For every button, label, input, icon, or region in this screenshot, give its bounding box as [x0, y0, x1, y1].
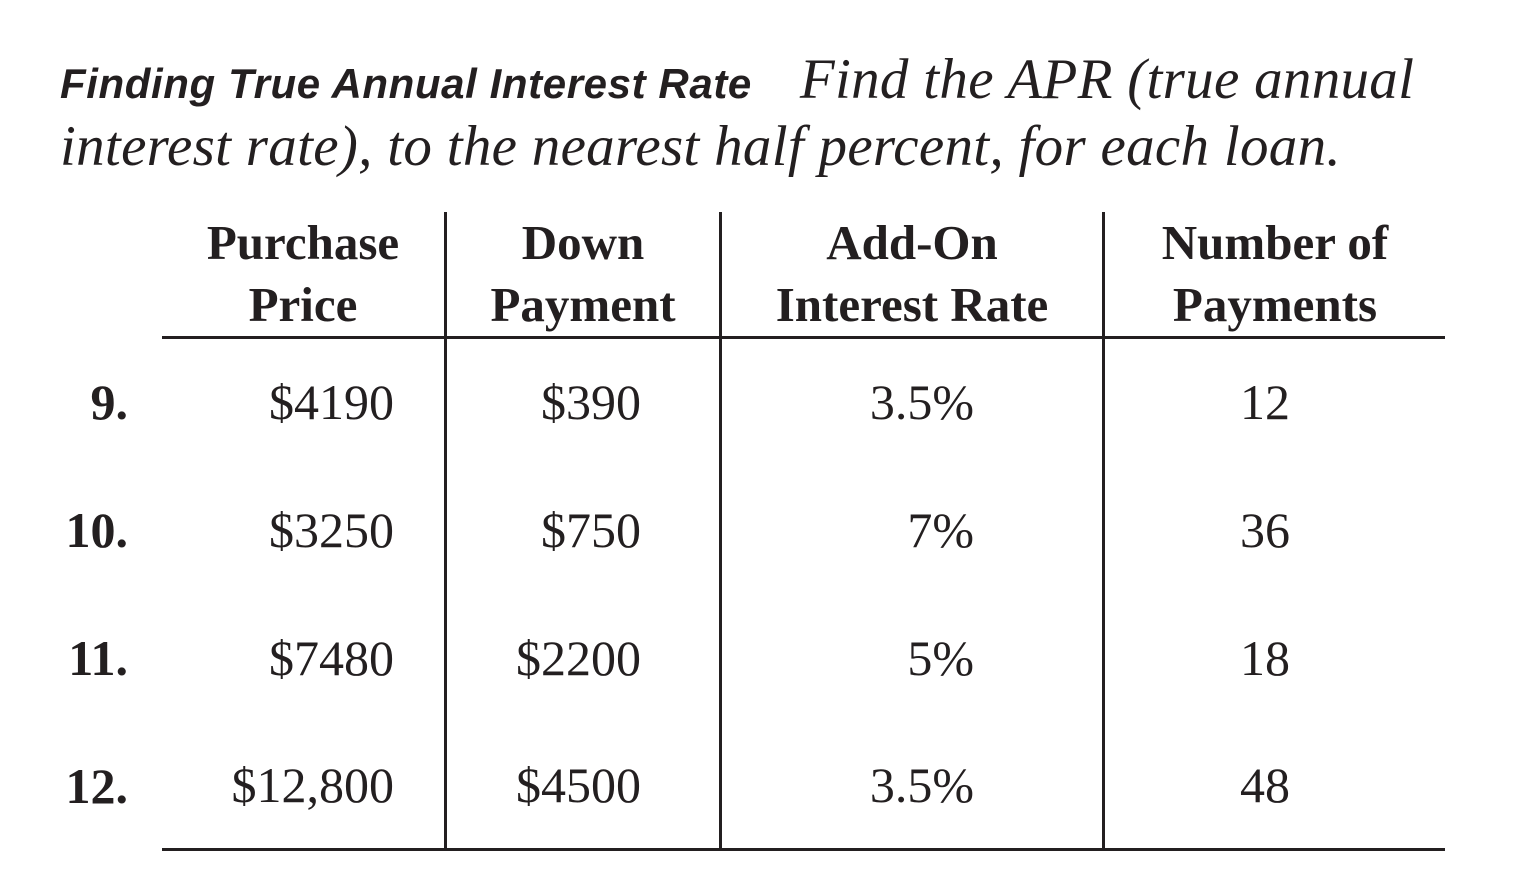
down-payment-cell: $2200 [446, 594, 721, 722]
num-payments-cell: 12 [1240, 374, 1290, 431]
purchase-price-cell: $4190 [162, 338, 446, 466]
exercise-number: 9. [90, 373, 128, 430]
header-blank [0, 212, 162, 338]
section-heading: Finding True Annual Interest Rate [60, 60, 752, 107]
down-payment-cell: $750 [446, 466, 721, 594]
add-on-rate-cell: 3.5% [721, 722, 1104, 850]
table-row [0, 338, 1445, 466]
exercise-number: 11. [68, 629, 128, 686]
down-payment-cell: $4500 [446, 722, 721, 850]
header-add-on-rate: Add-On Interest Rate [721, 212, 1104, 338]
header-num-payments: Number of Payments [1104, 212, 1446, 338]
exercise-number: 10. [65, 501, 128, 558]
add-on-rate-cell: 5% [721, 594, 1104, 722]
table-row [0, 466, 1445, 594]
down-payment-cell: $390 [446, 338, 721, 466]
add-on-rate-cell: 7% [721, 466, 1104, 594]
add-on-rate-cell: 3.5% [721, 338, 1104, 466]
num-payments-cell: 18 [1240, 629, 1290, 686]
num-payments-cell: 36 [1240, 501, 1290, 558]
header-row [0, 212, 1445, 338]
exercise-number: 12. [65, 757, 128, 814]
table-row [0, 594, 1445, 722]
table-row [0, 722, 1445, 850]
exercise-intro [60, 48, 1480, 178]
purchase-price-cell: $7480 [162, 594, 446, 722]
num-payments-cell: 48 [1104, 722, 1446, 850]
instruction-text: Find the APR (true annual interest rate), to the nearest half percent, for each loan. [60, 48, 1415, 178]
purchase-price-cell: $12,800 [162, 722, 446, 850]
purchase-price-cell: $3250 [162, 466, 446, 594]
header-purchase-price: Purchase Price [162, 212, 446, 338]
header-down-payment: Down Payment [446, 212, 721, 338]
loan-table [0, 212, 1445, 851]
